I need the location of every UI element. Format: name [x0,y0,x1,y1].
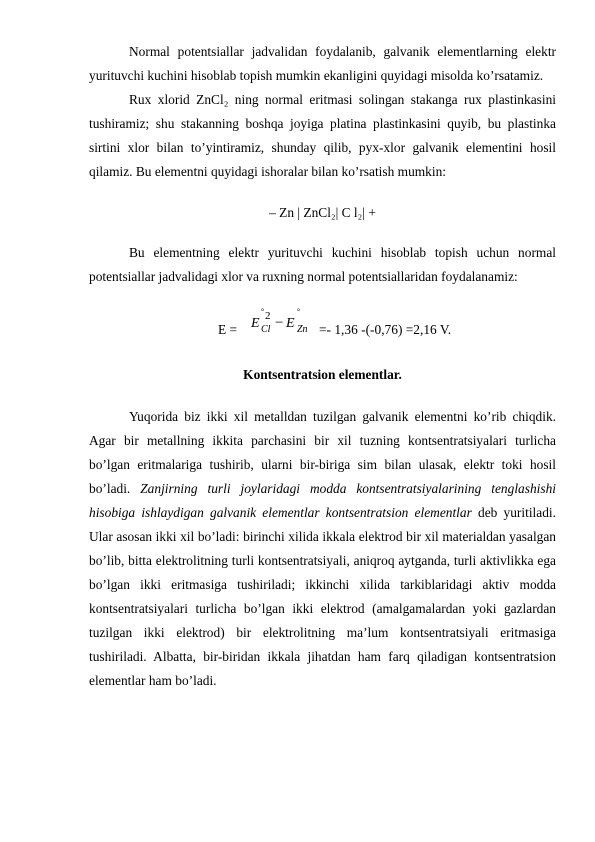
formula-e-zn-subscript: Zn [297,324,308,335]
paragraph-concentration-start: Yuqorida biz ikki xil metalldan tuzilgan galvanik elementni ko’rib chiqdik. Agar bir metallning ikkita parchasini bir xil tuzning kontsentratsiyalari turlicha bo’lgan eritmalariga tushirib, ularni bir-biriga sim bilan ulasak, elektr toki hosil bo’ladi. [89,409,556,496]
paragraph-zinc-chlorine-cell: Rux xlorid ZnCl₂ ning normal eritmasi solingan stakanga rux plastinkasini tushiramiz; shu stakanning boshqa joyiga platina plastinkasini quyib, bu plastinka sirtini xlor bilan to’yintiramiz, shunday qilib, pyx-xlor galvanik elementini hosil qilamiz. Bu elementni quyidagi ishoralar bilan ko’rsatish mumkin: [89,92,556,179]
paragraph-concentration-cells [89,405,556,693]
formula-minus: − [275,315,284,331]
emf-formula [251,309,321,343]
emf-equation-prefix: E = [218,322,238,337]
formula-e-cl-degree: ° [261,307,265,316]
paragraph-intro: Normal potentsiallar jadvalidan foydalanib, galvanik elementlarning elektr yurituvchi kuchini hisoblab topish mumkin ekanligini quyidagi misolda ko’rsatamiz. [89,44,556,83]
formula-e-cl: E [251,316,260,331]
paragraph-concentration-definition: Zanjirning turli joylaridagi modda kontsentratsiyalarining tenglashishi hisobiga ishlaydigan galvanik elementlar kontsentratsion elementlar [89,481,556,520]
formula-e-zn-degree: ° [297,307,301,316]
section-heading: Kontsentratsion elementlar. [243,367,402,382]
paragraph-emf-calculation: Bu elementning elektr yurituvchi kuchini hisoblab topish uchun normal potentsiallar jadvalidagi xlor va ruxning normal potentsiallaridan foydalanamiz: [89,245,556,284]
formula-e-zn: E [286,316,295,331]
formula-e-cl-subscript: Cl [261,324,271,335]
emf-equation-result: =- 1,36 -(-0,76) =2,16 V. [319,322,452,337]
paragraph-concentration-end: deb yuritiladi. Ular asosan ikki xil bo’ladi: birinchi xilida ikkala elektrod bir xil materialdan yasalgan bo’lib, bitta elektrolitning turli kontsentratsiyali, aniqroq aytganda, turli aktivlikka ega bo’lgan ikki eritmasiga tushiriladi; ikkinchi xilida tarkiblaridagi aktiv modda kontsentratsiyalari turlicha bo’lgan ikki elektrod (amalgamalardan yoki gazlardan tuzilgan ikki elektrod) bir elektrolitning ma’lum kontsentratsiyali eritmasiga tushiriladi. Albatta, bir-biridan ikkala jihatdan ham farq qiladigan kontsentratsion elementlar ham bo’ladi. [89,505,556,688]
document-content [89,40,556,693]
emf-equation [89,309,556,343]
formula-e-cl-power: 2 [265,310,271,322]
cell-notation-equation: – Zn | ZnCl₂| C l₂| + [269,205,376,220]
